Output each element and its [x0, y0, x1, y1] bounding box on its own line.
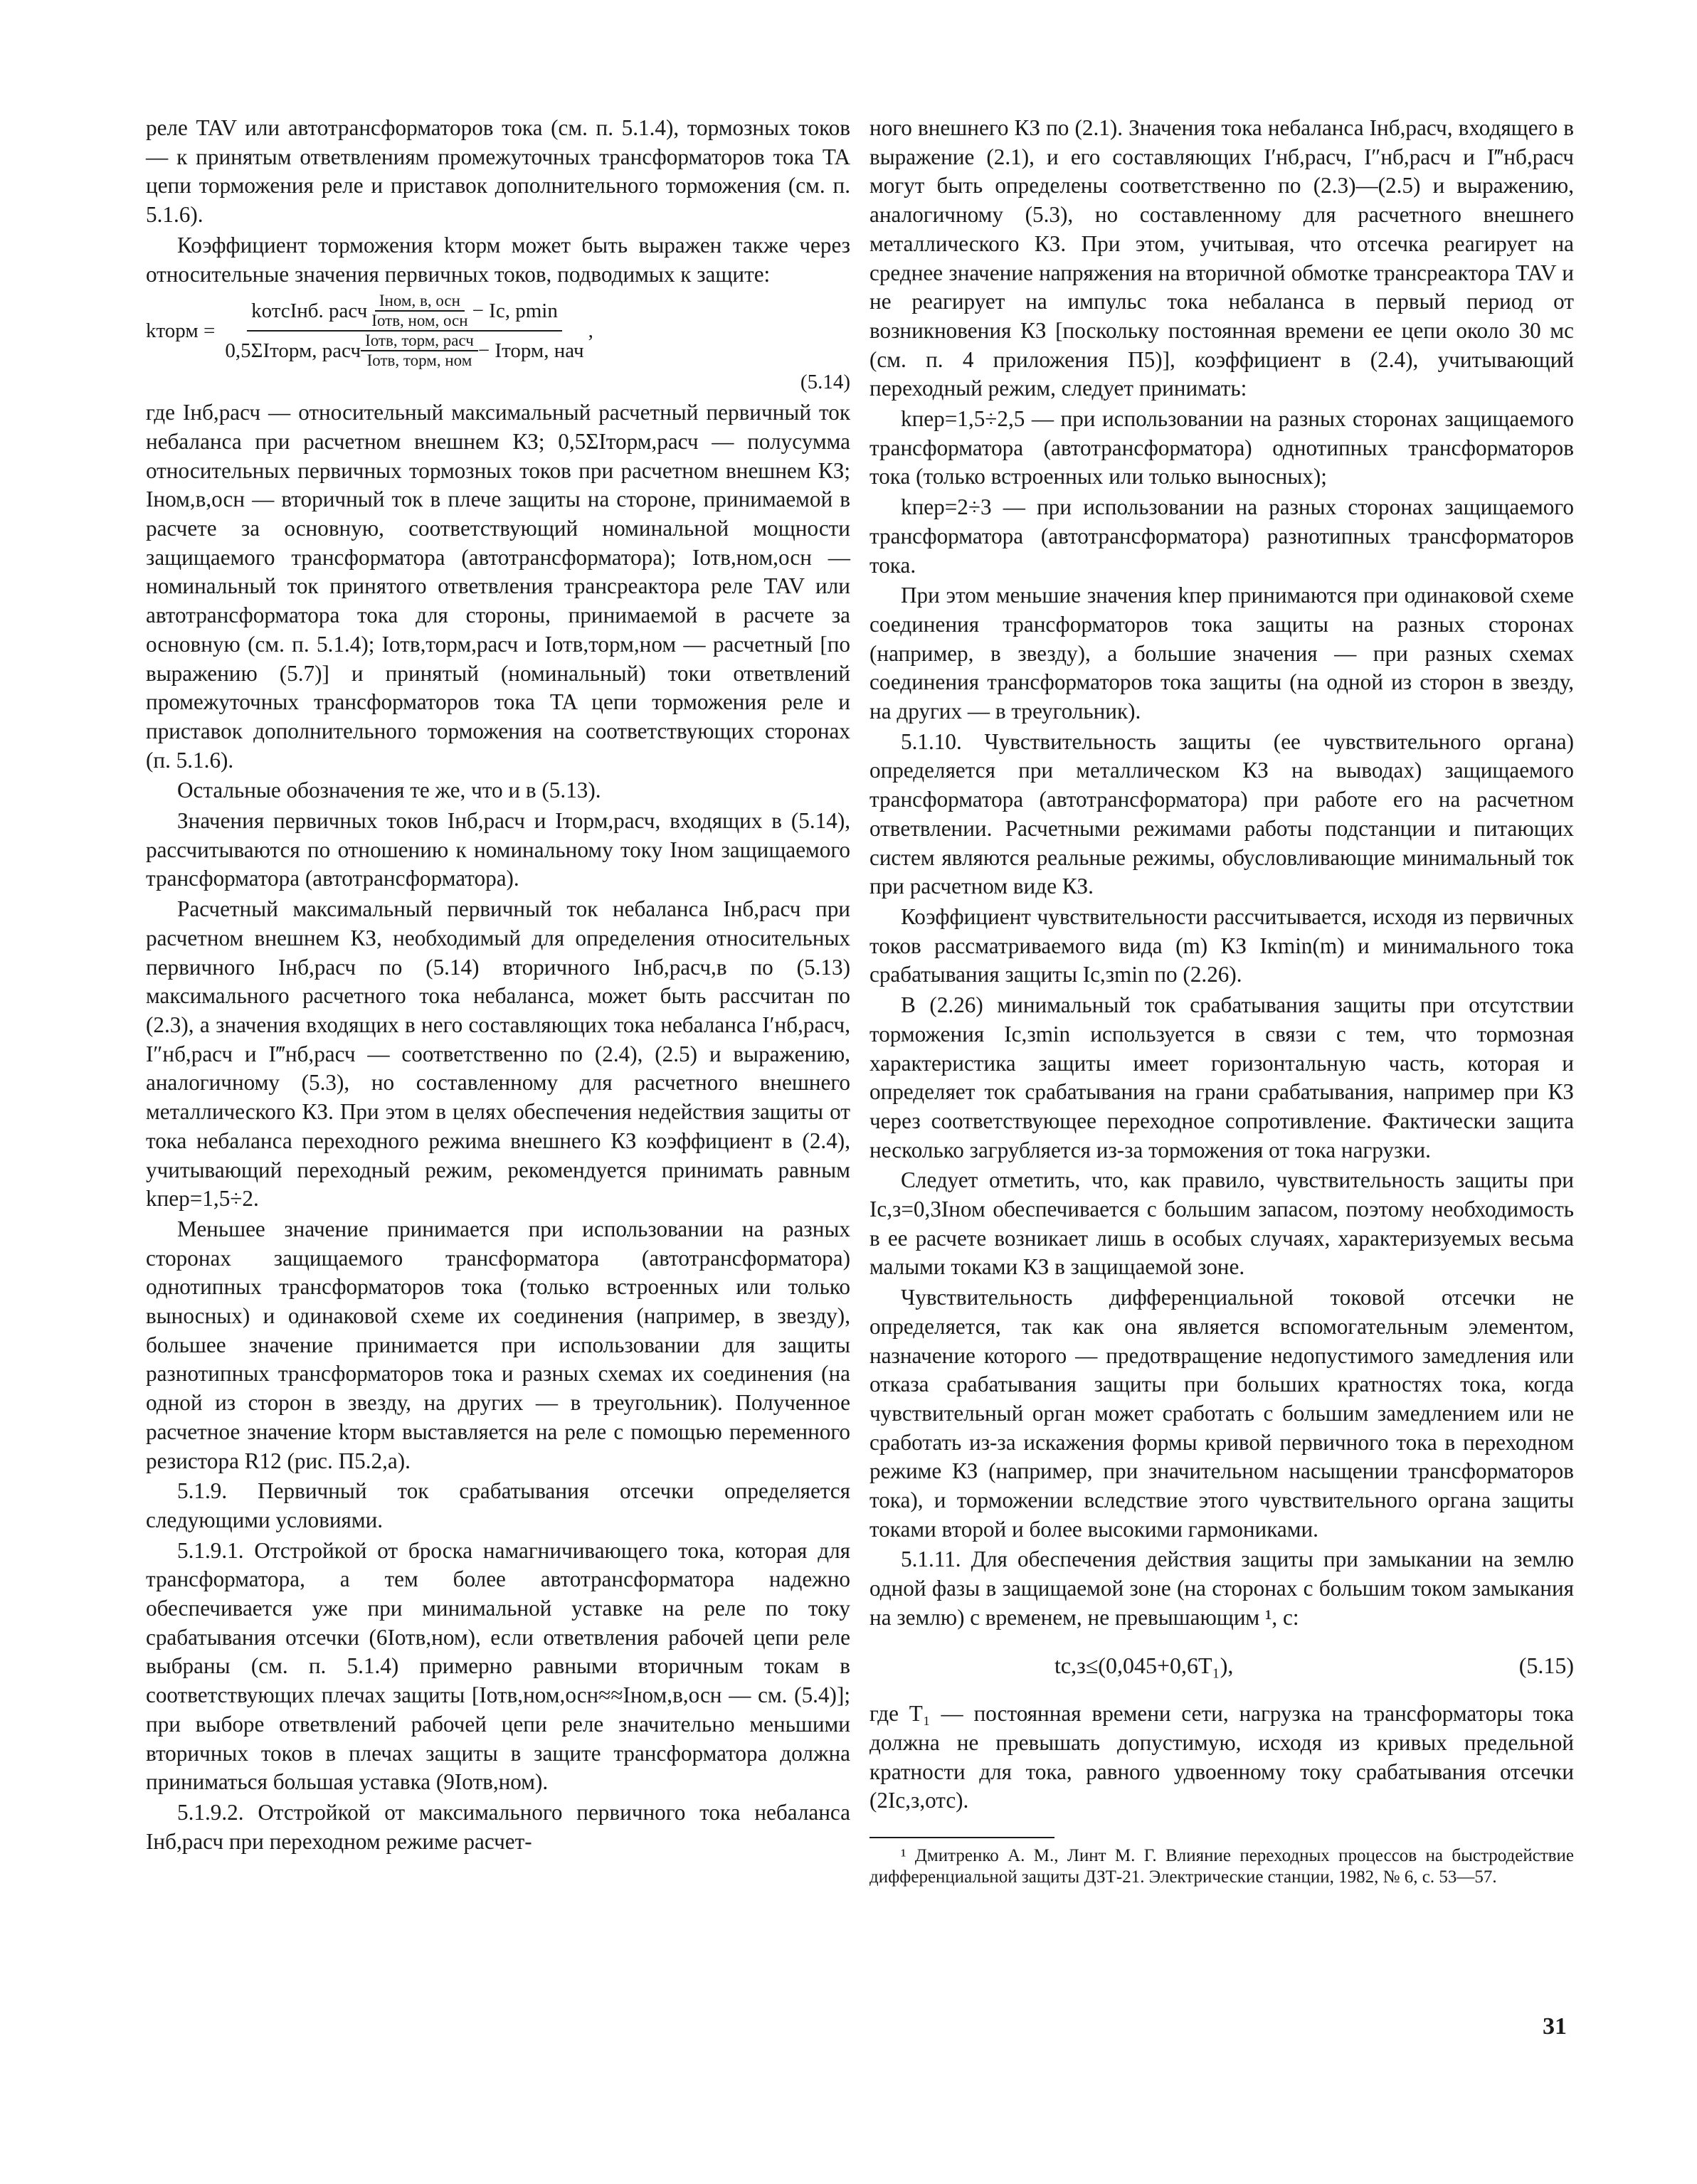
footnote-divider	[869, 1837, 1054, 1838]
eq-bot-num: Iотв, торм, расч	[361, 332, 478, 351]
eq-top-tail: − Ic, pmin	[472, 299, 558, 323]
paragraph: 5.1.10. Чувствительность защиты (ее чувствительного органа) определяется при металлическом КЗ на выводах) защищаемого трансформатора (автотрансформатора) при работе его на расчетном ответвлении. Расчетными режимами работы подстанции и питающих систем являются реальные режимы, обусловливающие минимальный ток при расчетном виде КЗ.	[869, 728, 1574, 899]
paragraph: ного внешнего КЗ по (2.1). Значения тока небаланса Iнб,расч, входящего в выражение (2.1), и его составляющих I′нб,расч, I″нб,расч и I‴нб,расч могут быть определены соответственно по (2.3)—(2.5) и выражению, аналогичному (5.3), но составленному для расчетного внешнего металлического КЗ. При этом, учитывая, что отсечка реагирует на среднее значение напряжения на вторичной обмотке трансреактора TAV и не реагирует на импульс тока небаланса в первый период от возникновения КЗ [поскольку постоянная времени ее цепи около 30 мс (см. п. 4 приложения П5)], коэффициент в (2.4), учитывающий переходный режим, следует принимать:	[869, 115, 1574, 401]
equation-body: tс,з≤(0,045+0,6T₁),	[1054, 1652, 1234, 1678]
eq-top-den: Iотв, ном, осн	[371, 312, 468, 330]
equation-number: (5.14)	[800, 371, 850, 394]
equation-5-14	[146, 292, 850, 394]
paragraph: 5.1.9. Первичный ток срабатывания отсечки определяется следующими условиями.	[146, 1478, 850, 1532]
paragraph: Коэффициент чувствительности рассчитывается, исходя из первичных токов рассматриваемого вида (m) КЗ Iкmin(m) и минимального тока срабатывания защиты Iс,зmin по (2.26).	[869, 903, 1574, 987]
eq-bot-den: Iотв, торм, ном	[366, 351, 472, 370]
paragraph: реле TAV или автотрансформаторов тока (см. п. 5.1.4), тормозных токов — к принятым ответвлениям промежуточных трансформаторов тока TA цепи торможения реле и приставок дополнительного торможения (см. п. 5.1.6).	[146, 115, 850, 228]
paragraph: Меньшее значение принимается при использовании на разных сторонах защищаемого трансформатора (автотрансформатора) однотипных трансформаторов тока (только встроенных или только выносных) и одинаковой схеме их соединения (например, в звезду), большее значение принимается при использовании для защиты разнотипных трансформаторов тока и разных схемах их соединения (на одной из сторон в звезду, на других — в треугольник). Полученное расчетное значение kторм выставляется на реле с помощью переменного резистора R12 (рис. П5.2,а).	[146, 1216, 850, 1473]
paragraph: 5.1.11. Для обеспечения действия защиты при замыкании на землю одной фазы в защищаемой зоне (на сторонах с большим током замыкания на землю) с временем, не превышающим ¹, с:	[869, 1547, 1574, 1630]
paragraph: Остальные обозначения те же, что и в (5.13).	[177, 778, 601, 803]
right-column	[869, 114, 1574, 1889]
paragraph: Следует отметить, что, как правило, чувствительность защиты при Iс,з=0,3Iном обеспечивается с большим запасом, поэтому необходимость в ее расчете возникает лишь в особых случаях, характеризуемых весьма малыми токами КЗ в защищаемой зоне.	[869, 1167, 1574, 1280]
paragraph: 5.1.9.2. Отстройкой от максимального первичного тока небаланса Iнб,расч при переходном режиме расчет-	[146, 1799, 850, 1854]
footnote: ¹ Дмитренко А. М., Линт М. Г. Влияние переходных процессов на быстродействие дифференциальной защиты ДЗТ-21. Электрические станции, 1982, № 6, с. 53—57.	[869, 1846, 1574, 1887]
paragraph: В (2.26) минимальный ток срабатывания защиты при отсутствии торможения Iс,зmin используется в связи с тем, что тормозная характеристика защиты имеет горизонтальную часть, которая и определяет ток срабатывания на грани срабатывания, например при КЗ через соответствующее переходное сопротивление. Фактически защита несколько загрубляется из-за торможения от тока нагрузки.	[869, 992, 1574, 1162]
equation-lhs: kторм =	[146, 319, 216, 343]
paragraph: 5.1.9.1. Отстройкой от броска намагничивающего тока, которая для трансформатора, а тем более автотрансформатора надежно обеспечивается уже при минимальной уставке на реле по току срабатывания отсечки (6Iотв,ном), если ответвления рабочей цепи реле выбраны (см. п. 5.1.4) примерно равными вторичным токам в соответствующих плечах защиты [Iотв,ном,осн≈≈Iном,в,осн — см. (5.4)]; при выборе ответвлений рабочей цепи реле значительно меньшими вторичных токов в плечах защиты в защите трансформатора должна приниматься большая уставка (9Iотв,ном).	[146, 1537, 850, 1795]
eq-top-lead: kотсIнб. расч	[251, 299, 368, 323]
paragraph: Чувствительность дифференциальной токовой отсечки не определяется, так как она является вспомогательным элементом, назначение которого — предотвращение недопустимого замедления или отказа срабатывания защиты при больших кратностях тока, когда чувствительный орган может сработать с большим замедлением или не сработать из-за искажения формы кривой первичного тока в переходном режиме КЗ (например, при значительном насыщении трансформаторов тока), и торможении вследствие этого чувствительного органа защиты токами второй и более высокими гармониками.	[869, 1285, 1574, 1542]
eq-bot-tail: − Iторм, нач	[477, 339, 584, 363]
eq-comma: ,	[588, 319, 593, 343]
paragraph: где Iнб,расч — относительный максимальный расчетный первичный ток небаланса при расчетном внешнем КЗ; 0,5ΣIторм,расч — полусумма относительных первичных тормозных токов при расчетном внешнем КЗ; Iном,в,осн — вторичный ток в плече защиты на стороне, принимаемой в расчете за основную, соответствующий номинальной мощности защищаемого трансформатора (автотрансформатора); Iотв,ном,осн — номинальный ток принятого ответвления трансреактора реле TAV или автотрансформатора тока для стороны, принимаемой в расчете за основную (см. п. 5.1.4); Iотв,торм,расч и Iотв,торм,ном — расчетный [по выражению (5.7)] и принятый (номинальный) токи ответвлений промежуточных трансформаторов тока TA цепи торможения реле и приставок дополнительного торможения на соответствующих сторонах (п. 5.1.6).	[146, 400, 850, 773]
paragraph: Значения первичных токов Iнб,расч и Iторм,расч, входящих в (5.14), рассчитываются по отношению к номинальному току Iном защищаемого трансформатора (автотрансформатора).	[146, 808, 850, 891]
main-fraction	[221, 292, 588, 370]
eq-bot-lead: 0,5ΣIторм, расч	[225, 339, 361, 363]
paragraph: Расчетный максимальный первичный ток небаланса Iнб,расч при расчетном внешнем КЗ, необходимый для определения относительных первичного Iнб,расч по (5.14) вторичного Iнб,расч,в по (5.13) максимального расчетного тока небаланса, может быть рассчитан по (2.3), а значения входящих в него составляющих тока небаланса I′нб,расч, I″нб,расч и I‴нб,расч — соответственно по (2.4), (2.5) и выражению, аналогичному (5.3), но составленному для расчетного внешнего металлического КЗ. При этом в целях обеспечения недействия защиты от тока небаланса переходного режима внешнего КЗ коэффициент в (2.4), учитывающий переходный режим, рекомендуется принимать равным kпер=1,5÷2.	[146, 896, 850, 1212]
paragraph: При этом меньшие значения kпер принимаются при одинаковой схеме соединения трансформаторов тока защиты на разных сторонах (например, в звезду), а большие значения — при разных схемах соединения трансформаторов тока защиты (на одной из сторон в звезду, на других — в треугольник).	[869, 583, 1574, 724]
eq-top-num: Iном, в, осн	[375, 292, 465, 312]
paragraph: где T₁ — постоянная времени сети, нагрузка на трансформаторы тока должна не превышать допустимую, исходя из кривых предельной кратности для тока, равного удвоенному току срабатывания отсечки (2Iс,з,отс).	[869, 1701, 1574, 1813]
page-number: 31	[1543, 2013, 1567, 2040]
paragraph: kпер=1,5÷2,5 — при использовании на разных сторонах защищаемого трансформатора (автотрансформатора) однотипных трансформаторов тока (только встроенных или только выносных);	[869, 406, 1574, 489]
left-column	[146, 114, 850, 1857]
equation-5-15	[869, 1651, 1574, 1680]
equation-number: (5.15)	[1518, 1652, 1574, 1678]
paragraph: kпер=2÷3 — при использовании на разных сторонах защищаемого трансформатора (автотрансформатора) разнотипных трансформаторов тока.	[869, 494, 1574, 578]
paragraph: Коэффициент торможения kторм может быть выражен также через относительные значения первичных токов, подводимых к защите:	[146, 232, 850, 287]
